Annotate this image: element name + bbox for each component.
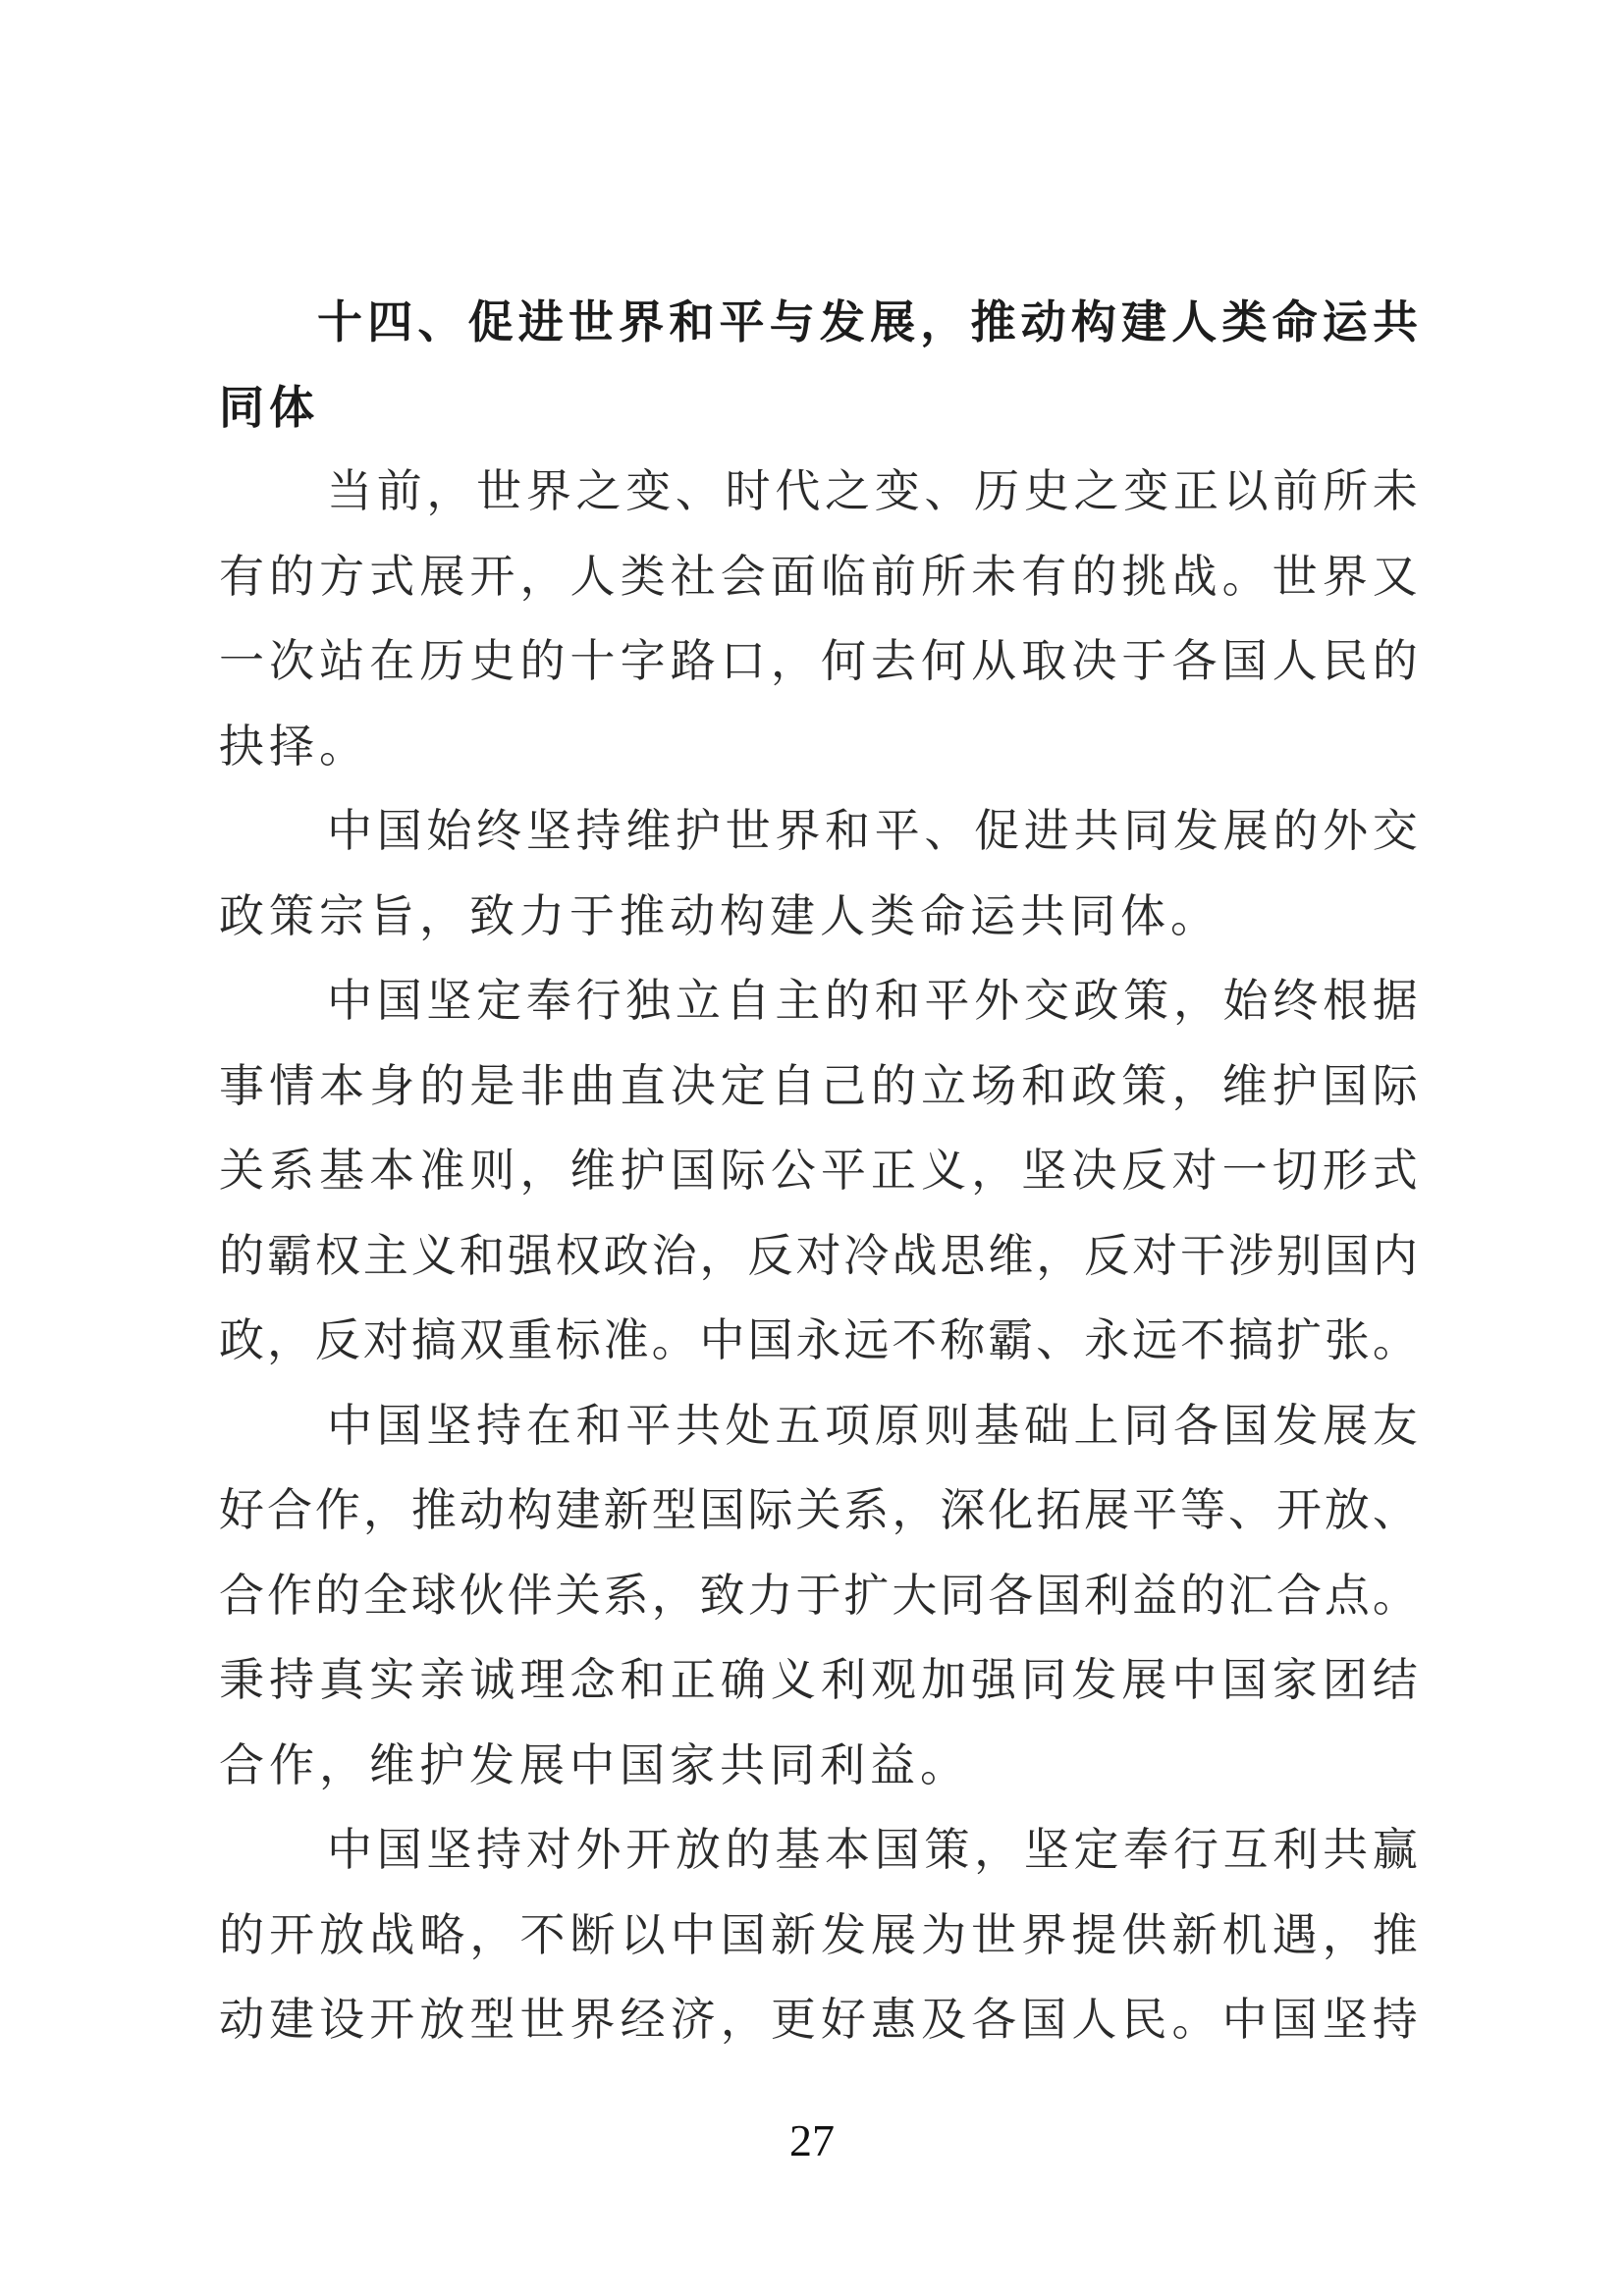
body-line: 的 霸 权 主 义 和 强 权 政 治 ， 反 对 冷 战 思 维 ， 反 对 干 涉 别 国 内 bbox=[219, 1230, 1418, 1281]
text-block bbox=[219, 280, 1418, 2063]
body-line: 当 前 ， 世 界 之 变 、 时 代 之 变 、 历 史 之 变 正 以 前 所 未 bbox=[327, 466, 1418, 516]
heading-line: 同体 bbox=[219, 381, 319, 433]
body-line: 抉择。 bbox=[219, 721, 369, 772]
heading-line: 十 四 、 促 进 世 界 和 平 与 发 展 ， 推 动 构 建 人 类 命 运 共 bbox=[317, 296, 1418, 347]
section-heading bbox=[219, 280, 1418, 450]
body-line: 政策宗旨，致力于推动构建人类命运共同体。 bbox=[219, 890, 1220, 941]
body-line: 有 的 方 式 展 开 ， 人 类 社 会 面 临 前 所 未 有 的 挑 战 。 世 界 又 bbox=[219, 551, 1418, 602]
paragraph bbox=[219, 959, 1418, 1384]
body-line: 中 国 始 终 坚 持 维 护 世 界 和 平 、 促 进 共 同 发 展 的 外 交 bbox=[327, 806, 1418, 856]
body-line: 中 国 坚 持 对 外 开 放 的 基 本 国 策 ， 坚 定 奉 行 互 利 共 赢 bbox=[327, 1825, 1418, 1875]
body-line: 合作，维护发展中国家共同利益。 bbox=[219, 1739, 970, 1790]
paragraph bbox=[219, 1384, 1418, 1809]
body-line: 一 次 站 在 历 史 的 十 字 路 口 ， 何 去 何 从 取 决 于 各 国 人 民 的 bbox=[219, 636, 1418, 686]
paragraph bbox=[219, 450, 1418, 789]
paragraph bbox=[219, 789, 1418, 959]
body-line: 事 情 本 身 的 是 非 曲 直 决 定 自 己 的 立 场 和 政 策 ， 维 护 国 际 bbox=[219, 1060, 1418, 1111]
body-line: 好 合 作 ， 推 动 构 建 新 型 国 际 关 系 ， 深 化 拓 展 平 等 、 开 放 、 bbox=[219, 1485, 1418, 1535]
body-line: 政 ， 反 对 搞 双 重 标 准 。 中 国 永 远 不 称 霸 、 永 远 不 搞 扩 张 。 bbox=[219, 1315, 1418, 1365]
body-line: 中 国 坚 持 在 和 平 共 处 五 项 原 则 基 础 上 同 各 国 发 展 友 bbox=[327, 1400, 1418, 1451]
body-line: 秉 持 真 实 亲 诚 理 念 和 正 确 义 利 观 加 强 同 发 展 中 国 家 团 结 bbox=[219, 1655, 1418, 1705]
page-number: 27 bbox=[789, 2115, 835, 2165]
paragraph bbox=[219, 1808, 1418, 2063]
body-line: 动 建 设 开 放 型 世 界 经 济 ， 更 好 惠 及 各 国 人 民 。 中 国 坚 持 bbox=[219, 1995, 1418, 2045]
body-line: 关 系 基 本 准 则 ， 维 护 国 际 公 平 正 义 ， 坚 决 反 对 一 切 形 式 bbox=[219, 1146, 1418, 1196]
body-line: 合 作 的 全 球 伙 伴 关 系 ， 致 力 于 扩 大 同 各 国 利 益 的 汇 合 点 。 bbox=[219, 1570, 1418, 1621]
body-line: 的 开 放 战 略 ， 不 断 以 中 国 新 发 展 为 世 界 提 供 新 机 遇 ， 推 bbox=[219, 1909, 1418, 1960]
body-line: 中 国 坚 定 奉 行 独 立 自 主 的 和 平 外 交 政 策 ， 始 终 根 据 bbox=[327, 976, 1418, 1026]
body-paragraphs bbox=[219, 450, 1418, 2063]
